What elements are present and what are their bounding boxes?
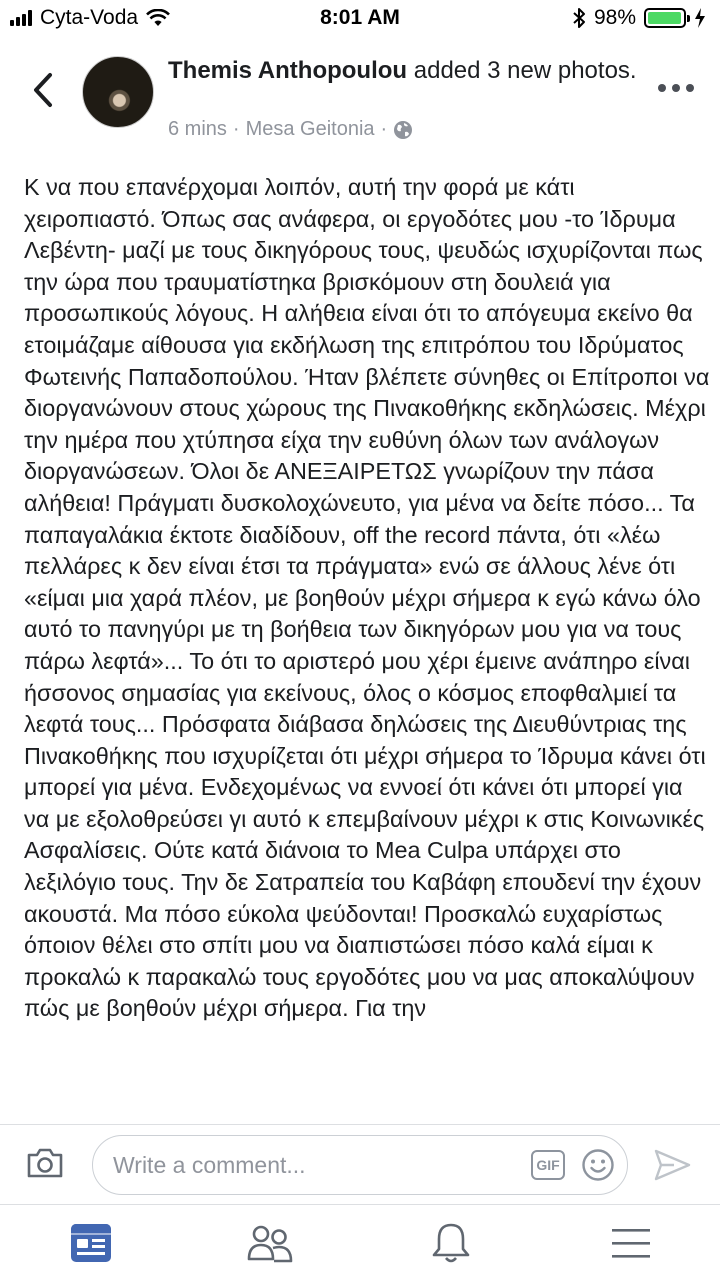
author-name[interactable]: Themis Anthopoulou (168, 57, 408, 84)
comment-box[interactable] (92, 1135, 628, 1195)
menu-icon[interactable] (608, 1221, 654, 1265)
clock: 8:01 AM (320, 6, 400, 29)
post-action: added 3 new photos. (407, 57, 637, 84)
bluetooth-icon (572, 7, 586, 29)
battery-icon (644, 8, 686, 28)
status-bar (0, 0, 720, 40)
comment-bar (0, 1124, 720, 1204)
charging-icon (694, 8, 706, 28)
more-dot-icon (672, 84, 680, 92)
more-dot-icon (686, 84, 694, 92)
post-title (168, 56, 638, 86)
notifications-icon[interactable] (428, 1221, 474, 1265)
carrier-label: Cyta-Voda (40, 6, 139, 29)
camera-icon[interactable] (26, 1147, 64, 1179)
send-icon[interactable] (652, 1147, 692, 1183)
back-arrow-icon[interactable] (26, 70, 60, 110)
post-meta (168, 118, 413, 141)
more-dot-icon (658, 84, 666, 92)
meta-separator: · (232, 118, 240, 140)
gif-button[interactable]: GIF (531, 1150, 565, 1180)
location-link[interactable]: Mesa Geitonia (245, 118, 375, 140)
emoji-icon[interactable] (581, 1148, 615, 1182)
comment-input[interactable] (113, 1150, 493, 1180)
globe-icon (393, 120, 413, 140)
timestamp[interactable]: 6 mins (168, 118, 227, 140)
post-text: Κ να που επανέρχομαι λοιπόν, αυτή την φορά με κάτι χειροπιαστό. Όπως σας ανάφερα, οι εργοδότες μου -το Ίδρυμα Λεβέντη- μαζί με τους δικηγόρους τους, ψευδώς ισχυρίζονται πως την ώρα που τραυματίστηκα βρισκόμουν στη δουλειά για προσωπικούς λόγους. Η αλήθεια είναι ότι το απόγευμα εκείνο θα ετοιμάζαμε αίθουσα για εκδήλωση της επιτρόπου του Ιδρύματος Φωτεινής Παπαδοπούλου. Ήταν βλέπετε σύνηθες οι Επίτροποι να διοργανώνουν στους χώρους της Πινακοθήκης εκδηλώσεις. Μέχρι την ημέρα που χτύπησα είχα την ευθύνη όλων των ανάλογων διοργανώσεων. Όλοι δε ΑΝΕΞΑΙΡΕΤΩΣ γνωρίζουν την πάσα αλήθεια! Πράγματι δυσκολοχώνευτο, για μένα να δείτε πόσο... Τα παπαγαλάκια έκτοτε διαδίδουν, off the record πάντα, ότι «λέω πελλάρες κ δεν είναι έτσι τα πράγματα» ενώ σε άλλους λένε ότι «είμαι μια χαρά πλέον, με βοηθούν μέχρι σήμερα κ εγώ κάνω όλο αυτό το πανηγύρι με τη βοήθεια των δικηγόρων μου για να τους πάρω λεφτά»... Το ότι το αριστερό μου χέρι έμεινε ανάπηρο είναι ήσσονος σημασίας για εκείνους, όλος ο κόσμος εποφθαλμιεί τα λεφτά τους... Πρόσφατα διάβασα δηλώσεις της Διευθύντριας της Πινακοθήκης που ισχυρίζεται ότι μέχρι σήμερα το Ίδρυμα κάνει ότι μπορεί για μένα. Ενδεχομένως να εννοεί ότι κάνει ότι μπορεί για να με εξολοθρεύσει γι αυτό κ επεμβαίνουν μέχρι κ στις Κοινωνικές Ασφαλίσεις. Ούτε κατά διάνοια το Mea Culpa υπάρχει στο λεξιλόγιο τους. Την δε Σατραπεία του Καβάφη επουδενί την έχουν ακουστά. Μα πόσο εύκολα ψεύδονται! Προσκαλώ ευχαρίστως όποιον θέλει στο σπίτι μου να διαπιστώσει πόσο καλά είμαι κ προκαλώ κ παρακαλώ τους εργοδότες μου να μας αποκαλύψουν πώς με βοηθούν μέχρι σήμερα. Για την (24, 174, 710, 1022)
more-options-button[interactable] (658, 84, 694, 92)
battery-percent: 98% (593, 6, 636, 29)
meta-separator: · (380, 118, 388, 140)
news-feed-icon[interactable] (68, 1221, 114, 1265)
tab-bar (0, 1204, 720, 1280)
post-header (0, 40, 720, 155)
friends-icon[interactable] (247, 1221, 293, 1265)
avatar[interactable] (82, 56, 154, 128)
